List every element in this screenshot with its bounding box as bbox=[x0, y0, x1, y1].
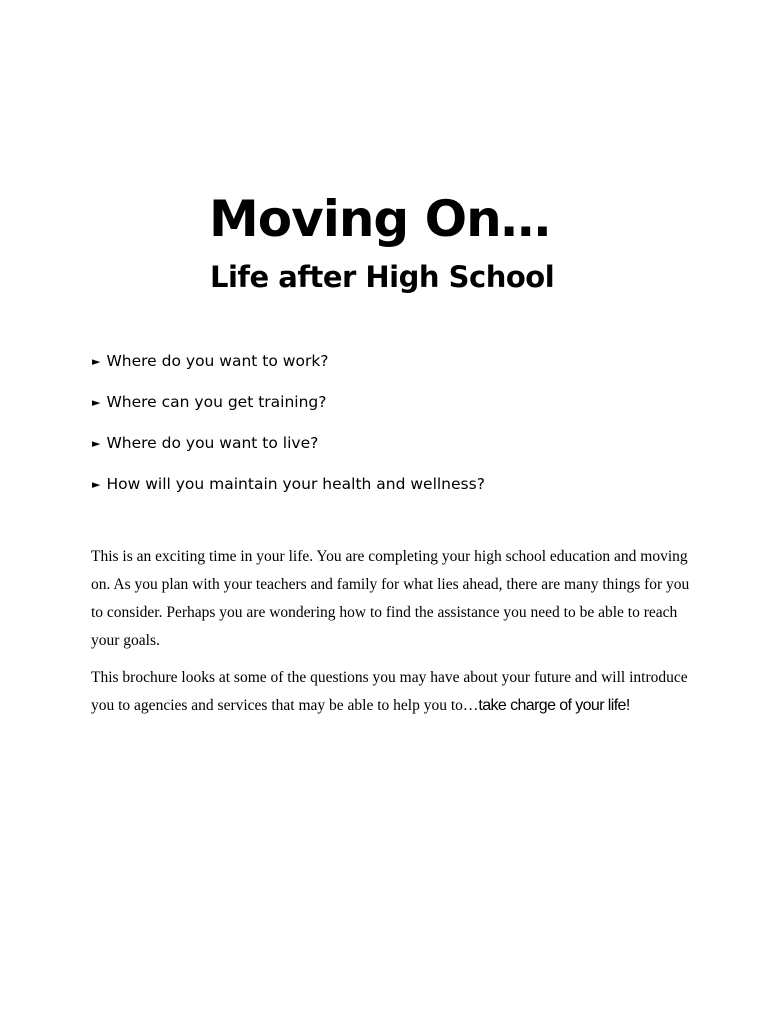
list-item: ► Where do you want to live? bbox=[92, 434, 319, 452]
question-list bbox=[92, 352, 485, 516]
triangle-bullet-icon: ► bbox=[92, 355, 101, 368]
emphasis-text: take charge of your life! bbox=[478, 697, 630, 714]
brochure-paragraph: This brochure looks at some of the questions you may have about your future and will introduce you to agencies and services that may be able to help you to…take charge of your life! bbox=[91, 669, 688, 714]
page-subtitle: Life after High School bbox=[210, 260, 555, 294]
page-title: Moving On… bbox=[209, 190, 550, 248]
triangle-bullet-icon: ► bbox=[92, 437, 101, 450]
list-item: ► Where can you get training? bbox=[92, 393, 327, 411]
list-item: ► How will you maintain your health and wellness? bbox=[92, 475, 485, 493]
intro-paragraph: This is an exciting time in your life. You are completing your high school education and moving on. As you plan with your teachers and family for what lies ahead, there are many things for you to consider. Perhaps you are wondering how to find the assistance you need to be able to reach your goals. bbox=[91, 548, 690, 649]
triangle-bullet-icon: ► bbox=[92, 396, 101, 409]
list-item: ► Where do you want to work? bbox=[92, 352, 329, 370]
triangle-bullet-icon: ► bbox=[92, 478, 101, 491]
